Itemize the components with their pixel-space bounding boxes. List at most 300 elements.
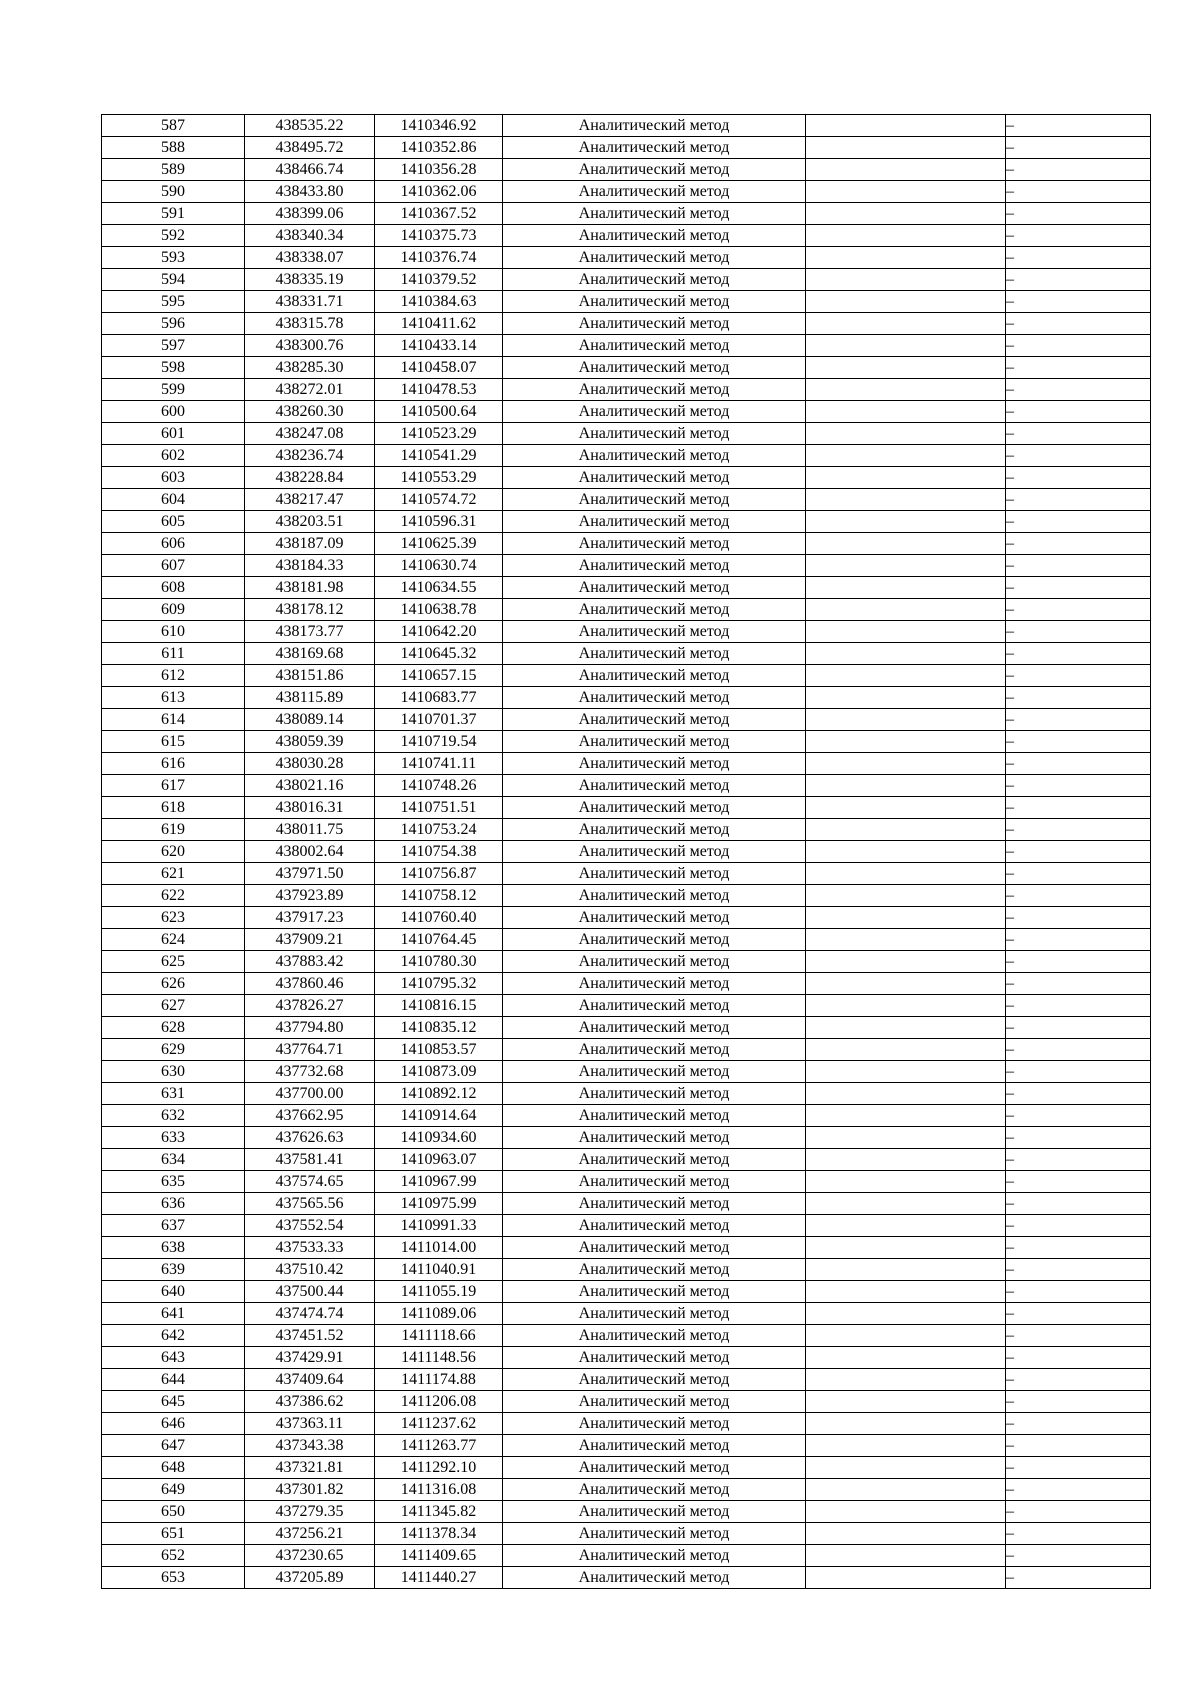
description-cell: – <box>1006 1479 1151 1501</box>
y-coordinate-cell: 1410741.11 <box>375 753 503 775</box>
method-cell: Аналитический метод <box>503 599 806 621</box>
y-coordinate-cell: 1410967.99 <box>375 1171 503 1193</box>
point-number-cell: 608 <box>102 577 245 599</box>
y-coordinate-cell: 1411148.56 <box>375 1347 503 1369</box>
description-cell: – <box>1006 1149 1151 1171</box>
y-coordinate-cell: 1410642.20 <box>375 621 503 643</box>
point-number-cell: 648 <box>102 1457 245 1479</box>
table-row <box>102 775 1151 797</box>
y-coordinate-cell: 1410963.07 <box>375 1149 503 1171</box>
point-number-cell: 637 <box>102 1215 245 1237</box>
table-row <box>102 643 1151 665</box>
y-coordinate-cell: 1411316.08 <box>375 1479 503 1501</box>
method-cell: Аналитический метод <box>503 1237 806 1259</box>
x-coordinate-cell: 437230.65 <box>245 1545 375 1567</box>
y-coordinate-cell: 1410367.52 <box>375 203 503 225</box>
point-number-cell: 605 <box>102 511 245 533</box>
table-row <box>102 225 1151 247</box>
description-cell: – <box>1006 137 1151 159</box>
method-cell: Аналитический метод <box>503 115 806 137</box>
table-row <box>102 467 1151 489</box>
x-coordinate-cell: 438260.30 <box>245 401 375 423</box>
point-number-cell: 609 <box>102 599 245 621</box>
precision-cell <box>806 1083 1006 1105</box>
precision-cell <box>806 929 1006 951</box>
precision-cell <box>806 1369 1006 1391</box>
x-coordinate-cell: 438021.16 <box>245 775 375 797</box>
description-cell: – <box>1006 1567 1151 1589</box>
table-body <box>102 115 1151 1589</box>
description-cell: – <box>1006 1061 1151 1083</box>
y-coordinate-cell: 1411174.88 <box>375 1369 503 1391</box>
description-cell: – <box>1006 951 1151 973</box>
precision-cell <box>806 291 1006 313</box>
description-cell: – <box>1006 1523 1151 1545</box>
table-row <box>102 1083 1151 1105</box>
y-coordinate-cell: 1410384.63 <box>375 291 503 313</box>
x-coordinate-cell: 437565.56 <box>245 1193 375 1215</box>
method-cell: Аналитический метод <box>503 423 806 445</box>
precision-cell <box>806 1413 1006 1435</box>
precision-cell <box>806 1567 1006 1589</box>
y-coordinate-cell: 1410458.07 <box>375 357 503 379</box>
method-cell: Аналитический метод <box>503 973 806 995</box>
table-row <box>102 313 1151 335</box>
y-coordinate-cell: 1411378.34 <box>375 1523 503 1545</box>
x-coordinate-cell: 437279.35 <box>245 1501 375 1523</box>
y-coordinate-cell: 1410478.53 <box>375 379 503 401</box>
precision-cell <box>806 643 1006 665</box>
y-coordinate-cell: 1410657.15 <box>375 665 503 687</box>
method-cell: Аналитический метод <box>503 335 806 357</box>
y-coordinate-cell: 1411118.66 <box>375 1325 503 1347</box>
method-cell: Аналитический метод <box>503 1061 806 1083</box>
x-coordinate-cell: 437883.42 <box>245 951 375 973</box>
y-coordinate-cell: 1410376.74 <box>375 247 503 269</box>
precision-cell <box>806 1523 1006 1545</box>
description-cell: – <box>1006 643 1151 665</box>
point-number-cell: 587 <box>102 115 245 137</box>
precision-cell <box>806 445 1006 467</box>
description-cell: – <box>1006 1039 1151 1061</box>
point-number-cell: 599 <box>102 379 245 401</box>
point-number-cell: 594 <box>102 269 245 291</box>
x-coordinate-cell: 438059.39 <box>245 731 375 753</box>
precision-cell <box>806 687 1006 709</box>
description-cell: – <box>1006 511 1151 533</box>
description-cell: – <box>1006 203 1151 225</box>
y-coordinate-cell: 1410362.06 <box>375 181 503 203</box>
precision-cell <box>806 225 1006 247</box>
precision-cell <box>806 313 1006 335</box>
precision-cell <box>806 203 1006 225</box>
method-cell: Аналитический метод <box>503 379 806 401</box>
table-row <box>102 335 1151 357</box>
method-cell: Аналитический метод <box>503 665 806 687</box>
table-row <box>102 1435 1151 1457</box>
description-cell: – <box>1006 1435 1151 1457</box>
y-coordinate-cell: 1410625.39 <box>375 533 503 555</box>
point-number-cell: 621 <box>102 863 245 885</box>
point-number-cell: 633 <box>102 1127 245 1149</box>
description-cell: – <box>1006 863 1151 885</box>
point-number-cell: 606 <box>102 533 245 555</box>
y-coordinate-cell: 1411345.82 <box>375 1501 503 1523</box>
description-cell: – <box>1006 907 1151 929</box>
precision-cell <box>806 709 1006 731</box>
table-row <box>102 1171 1151 1193</box>
table-row <box>102 115 1151 137</box>
description-cell: – <box>1006 973 1151 995</box>
point-number-cell: 596 <box>102 313 245 335</box>
table-row <box>102 533 1151 555</box>
description-cell: – <box>1006 423 1151 445</box>
y-coordinate-cell: 1411055.19 <box>375 1281 503 1303</box>
point-number-cell: 639 <box>102 1259 245 1281</box>
x-coordinate-cell: 438315.78 <box>245 313 375 335</box>
x-coordinate-cell: 437764.71 <box>245 1039 375 1061</box>
description-cell: – <box>1006 753 1151 775</box>
method-cell: Аналитический метод <box>503 203 806 225</box>
y-coordinate-cell: 1410816.15 <box>375 995 503 1017</box>
method-cell: Аналитический метод <box>503 1501 806 1523</box>
precision-cell <box>806 1457 1006 1479</box>
x-coordinate-cell: 437533.33 <box>245 1237 375 1259</box>
table-row <box>102 1391 1151 1413</box>
method-cell: Аналитический метод <box>503 929 806 951</box>
method-cell: Аналитический метод <box>503 907 806 929</box>
description-cell: – <box>1006 841 1151 863</box>
point-number-cell: 619 <box>102 819 245 841</box>
method-cell: Аналитический метод <box>503 885 806 907</box>
description-cell: – <box>1006 1501 1151 1523</box>
description-cell: – <box>1006 291 1151 313</box>
method-cell: Аналитический метод <box>503 577 806 599</box>
precision-cell <box>806 973 1006 995</box>
description-cell: – <box>1006 1017 1151 1039</box>
table-row <box>102 1523 1151 1545</box>
description-cell: – <box>1006 313 1151 335</box>
y-coordinate-cell: 1410914.64 <box>375 1105 503 1127</box>
x-coordinate-cell: 438300.76 <box>245 335 375 357</box>
precision-cell <box>806 423 1006 445</box>
description-cell: – <box>1006 665 1151 687</box>
method-cell: Аналитический метод <box>503 819 806 841</box>
x-coordinate-cell: 437474.74 <box>245 1303 375 1325</box>
method-cell: Аналитический метод <box>503 1105 806 1127</box>
point-number-cell: 650 <box>102 1501 245 1523</box>
table-row <box>102 863 1151 885</box>
point-number-cell: 632 <box>102 1105 245 1127</box>
point-number-cell: 653 <box>102 1567 245 1589</box>
y-coordinate-cell: 1410645.32 <box>375 643 503 665</box>
x-coordinate-cell: 438247.08 <box>245 423 375 445</box>
precision-cell <box>806 775 1006 797</box>
method-cell: Аналитический метод <box>503 1435 806 1457</box>
x-coordinate-cell: 438169.68 <box>245 643 375 665</box>
y-coordinate-cell: 1410853.57 <box>375 1039 503 1061</box>
point-number-cell: 640 <box>102 1281 245 1303</box>
table-row <box>102 269 1151 291</box>
method-cell: Аналитический метод <box>503 1215 806 1237</box>
x-coordinate-cell: 438016.31 <box>245 797 375 819</box>
description-cell: – <box>1006 1127 1151 1149</box>
x-coordinate-cell: 437386.62 <box>245 1391 375 1413</box>
point-number-cell: 615 <box>102 731 245 753</box>
method-cell: Аналитический метод <box>503 159 806 181</box>
method-cell: Аналитический метод <box>503 995 806 1017</box>
point-number-cell: 626 <box>102 973 245 995</box>
x-coordinate-cell: 437205.89 <box>245 1567 375 1589</box>
y-coordinate-cell: 1410352.86 <box>375 137 503 159</box>
method-cell: Аналитический метод <box>503 181 806 203</box>
table-row <box>102 1325 1151 1347</box>
description-cell: – <box>1006 335 1151 357</box>
point-number-cell: 635 <box>102 1171 245 1193</box>
x-coordinate-cell: 437732.68 <box>245 1061 375 1083</box>
x-coordinate-cell: 437301.82 <box>245 1479 375 1501</box>
precision-cell <box>806 1193 1006 1215</box>
description-cell: – <box>1006 1193 1151 1215</box>
precision-cell <box>806 1435 1006 1457</box>
method-cell: Аналитический метод <box>503 1149 806 1171</box>
y-coordinate-cell: 1410634.55 <box>375 577 503 599</box>
precision-cell <box>806 1479 1006 1501</box>
x-coordinate-cell: 437971.50 <box>245 863 375 885</box>
description-cell: – <box>1006 269 1151 291</box>
method-cell: Аналитический метод <box>503 1347 806 1369</box>
precision-cell <box>806 379 1006 401</box>
point-number-cell: 625 <box>102 951 245 973</box>
precision-cell <box>806 511 1006 533</box>
point-number-cell: 603 <box>102 467 245 489</box>
table-row <box>102 401 1151 423</box>
description-cell: – <box>1006 1083 1151 1105</box>
precision-cell <box>806 137 1006 159</box>
table-row <box>102 1369 1151 1391</box>
y-coordinate-cell: 1410795.32 <box>375 973 503 995</box>
point-number-cell: 652 <box>102 1545 245 1567</box>
table-row <box>102 1193 1151 1215</box>
x-coordinate-cell: 437500.44 <box>245 1281 375 1303</box>
y-coordinate-cell: 1411014.00 <box>375 1237 503 1259</box>
table-row <box>102 709 1151 731</box>
method-cell: Аналитический метод <box>503 137 806 159</box>
x-coordinate-cell: 437574.65 <box>245 1171 375 1193</box>
x-coordinate-cell: 438285.30 <box>245 357 375 379</box>
y-coordinate-cell: 1411292.10 <box>375 1457 503 1479</box>
description-cell: – <box>1006 1215 1151 1237</box>
method-cell: Аналитический метод <box>503 1523 806 1545</box>
precision-cell <box>806 1237 1006 1259</box>
point-number-cell: 595 <box>102 291 245 313</box>
table-row <box>102 1545 1151 1567</box>
x-coordinate-cell: 437826.27 <box>245 995 375 1017</box>
description-cell: – <box>1006 797 1151 819</box>
method-cell: Аналитический метод <box>503 621 806 643</box>
method-cell: Аналитический метод <box>503 841 806 863</box>
description-cell: – <box>1006 533 1151 555</box>
y-coordinate-cell: 1410379.52 <box>375 269 503 291</box>
method-cell: Аналитический метод <box>503 1391 806 1413</box>
x-coordinate-cell: 438335.19 <box>245 269 375 291</box>
x-coordinate-cell: 437917.23 <box>245 907 375 929</box>
precision-cell <box>806 1347 1006 1369</box>
description-cell: – <box>1006 1281 1151 1303</box>
x-coordinate-cell: 437510.42 <box>245 1259 375 1281</box>
y-coordinate-cell: 1410760.40 <box>375 907 503 929</box>
precision-cell <box>806 819 1006 841</box>
table-row <box>102 841 1151 863</box>
point-number-cell: 628 <box>102 1017 245 1039</box>
method-cell: Аналитический метод <box>503 731 806 753</box>
y-coordinate-cell: 1410523.29 <box>375 423 503 445</box>
table-row <box>102 797 1151 819</box>
y-coordinate-cell: 1410758.12 <box>375 885 503 907</box>
method-cell: Аналитический метод <box>503 247 806 269</box>
description-cell: – <box>1006 247 1151 269</box>
table-row <box>102 1105 1151 1127</box>
x-coordinate-cell: 438399.06 <box>245 203 375 225</box>
method-cell: Аналитический метод <box>503 1567 806 1589</box>
description-cell: – <box>1006 731 1151 753</box>
x-coordinate-cell: 437363.11 <box>245 1413 375 1435</box>
method-cell: Аналитический метод <box>503 1083 806 1105</box>
point-number-cell: 643 <box>102 1347 245 1369</box>
x-coordinate-cell: 438187.09 <box>245 533 375 555</box>
method-cell: Аналитический метод <box>503 797 806 819</box>
x-coordinate-cell: 438184.33 <box>245 555 375 577</box>
description-cell: – <box>1006 1413 1151 1435</box>
y-coordinate-cell: 1410701.37 <box>375 709 503 731</box>
y-coordinate-cell: 1410433.14 <box>375 335 503 357</box>
method-cell: Аналитический метод <box>503 1259 806 1281</box>
table-row <box>102 1303 1151 1325</box>
y-coordinate-cell: 1410553.29 <box>375 467 503 489</box>
description-cell: – <box>1006 357 1151 379</box>
description-cell: – <box>1006 225 1151 247</box>
description-cell: – <box>1006 1457 1151 1479</box>
point-number-cell: 588 <box>102 137 245 159</box>
table-row <box>102 1479 1151 1501</box>
method-cell: Аналитический метод <box>503 555 806 577</box>
description-cell: – <box>1006 1303 1151 1325</box>
precision-cell <box>806 1303 1006 1325</box>
x-coordinate-cell: 437909.21 <box>245 929 375 951</box>
point-number-cell: 589 <box>102 159 245 181</box>
precision-cell <box>806 1545 1006 1567</box>
point-number-cell: 612 <box>102 665 245 687</box>
precision-cell <box>806 577 1006 599</box>
point-number-cell: 601 <box>102 423 245 445</box>
description-cell: – <box>1006 1259 1151 1281</box>
method-cell: Аналитический метод <box>503 1039 806 1061</box>
description-cell: – <box>1006 379 1151 401</box>
y-coordinate-cell: 1410751.51 <box>375 797 503 819</box>
point-number-cell: 610 <box>102 621 245 643</box>
table-row <box>102 1039 1151 1061</box>
y-coordinate-cell: 1410754.38 <box>375 841 503 863</box>
method-cell: Аналитический метод <box>503 709 806 731</box>
y-coordinate-cell: 1410541.29 <box>375 445 503 467</box>
y-coordinate-cell: 1410748.26 <box>375 775 503 797</box>
precision-cell <box>806 1105 1006 1127</box>
table-row <box>102 1237 1151 1259</box>
x-coordinate-cell: 437451.52 <box>245 1325 375 1347</box>
table-row <box>102 1259 1151 1281</box>
method-cell: Аналитический метод <box>503 1545 806 1567</box>
precision-cell <box>806 269 1006 291</box>
x-coordinate-cell: 437256.21 <box>245 1523 375 1545</box>
y-coordinate-cell: 1410892.12 <box>375 1083 503 1105</box>
method-cell: Аналитический метод <box>503 489 806 511</box>
table-row <box>102 1017 1151 1039</box>
y-coordinate-cell: 1411206.08 <box>375 1391 503 1413</box>
y-coordinate-cell: 1410638.78 <box>375 599 503 621</box>
precision-cell <box>806 863 1006 885</box>
x-coordinate-cell: 437552.54 <box>245 1215 375 1237</box>
point-number-cell: 629 <box>102 1039 245 1061</box>
x-coordinate-cell: 438331.71 <box>245 291 375 313</box>
x-coordinate-cell: 437860.46 <box>245 973 375 995</box>
y-coordinate-cell: 1410975.99 <box>375 1193 503 1215</box>
x-coordinate-cell: 438173.77 <box>245 621 375 643</box>
method-cell: Аналитический метод <box>503 225 806 247</box>
precision-cell <box>806 951 1006 973</box>
point-number-cell: 598 <box>102 357 245 379</box>
table-row <box>102 753 1151 775</box>
precision-cell <box>806 797 1006 819</box>
table-row <box>102 291 1151 313</box>
precision-cell <box>806 1039 1006 1061</box>
x-coordinate-cell: 438002.64 <box>245 841 375 863</box>
precision-cell <box>806 467 1006 489</box>
y-coordinate-cell: 1410719.54 <box>375 731 503 753</box>
method-cell: Аналитический метод <box>503 401 806 423</box>
point-number-cell: 646 <box>102 1413 245 1435</box>
description-cell: – <box>1006 181 1151 203</box>
coordinates-table <box>101 114 1151 1589</box>
x-coordinate-cell: 438011.75 <box>245 819 375 841</box>
point-number-cell: 597 <box>102 335 245 357</box>
table-row <box>102 1281 1151 1303</box>
point-number-cell: 645 <box>102 1391 245 1413</box>
table-row <box>102 203 1151 225</box>
y-coordinate-cell: 1410756.87 <box>375 863 503 885</box>
x-coordinate-cell: 438089.14 <box>245 709 375 731</box>
description-cell: – <box>1006 1171 1151 1193</box>
description-cell: – <box>1006 489 1151 511</box>
method-cell: Аналитический метод <box>503 753 806 775</box>
x-coordinate-cell: 438178.12 <box>245 599 375 621</box>
method-cell: Аналитический метод <box>503 1457 806 1479</box>
table-row <box>102 1457 1151 1479</box>
method-cell: Аналитический метод <box>503 643 806 665</box>
description-cell: – <box>1006 819 1151 841</box>
table-row <box>102 1413 1151 1435</box>
description-cell: – <box>1006 885 1151 907</box>
x-coordinate-cell: 438181.98 <box>245 577 375 599</box>
y-coordinate-cell: 1410683.77 <box>375 687 503 709</box>
point-number-cell: 591 <box>102 203 245 225</box>
precision-cell <box>806 401 1006 423</box>
point-number-cell: 630 <box>102 1061 245 1083</box>
y-coordinate-cell: 1411237.62 <box>375 1413 503 1435</box>
precision-cell <box>806 181 1006 203</box>
precision-cell <box>806 1215 1006 1237</box>
method-cell: Аналитический метод <box>503 1369 806 1391</box>
table-row <box>102 819 1151 841</box>
